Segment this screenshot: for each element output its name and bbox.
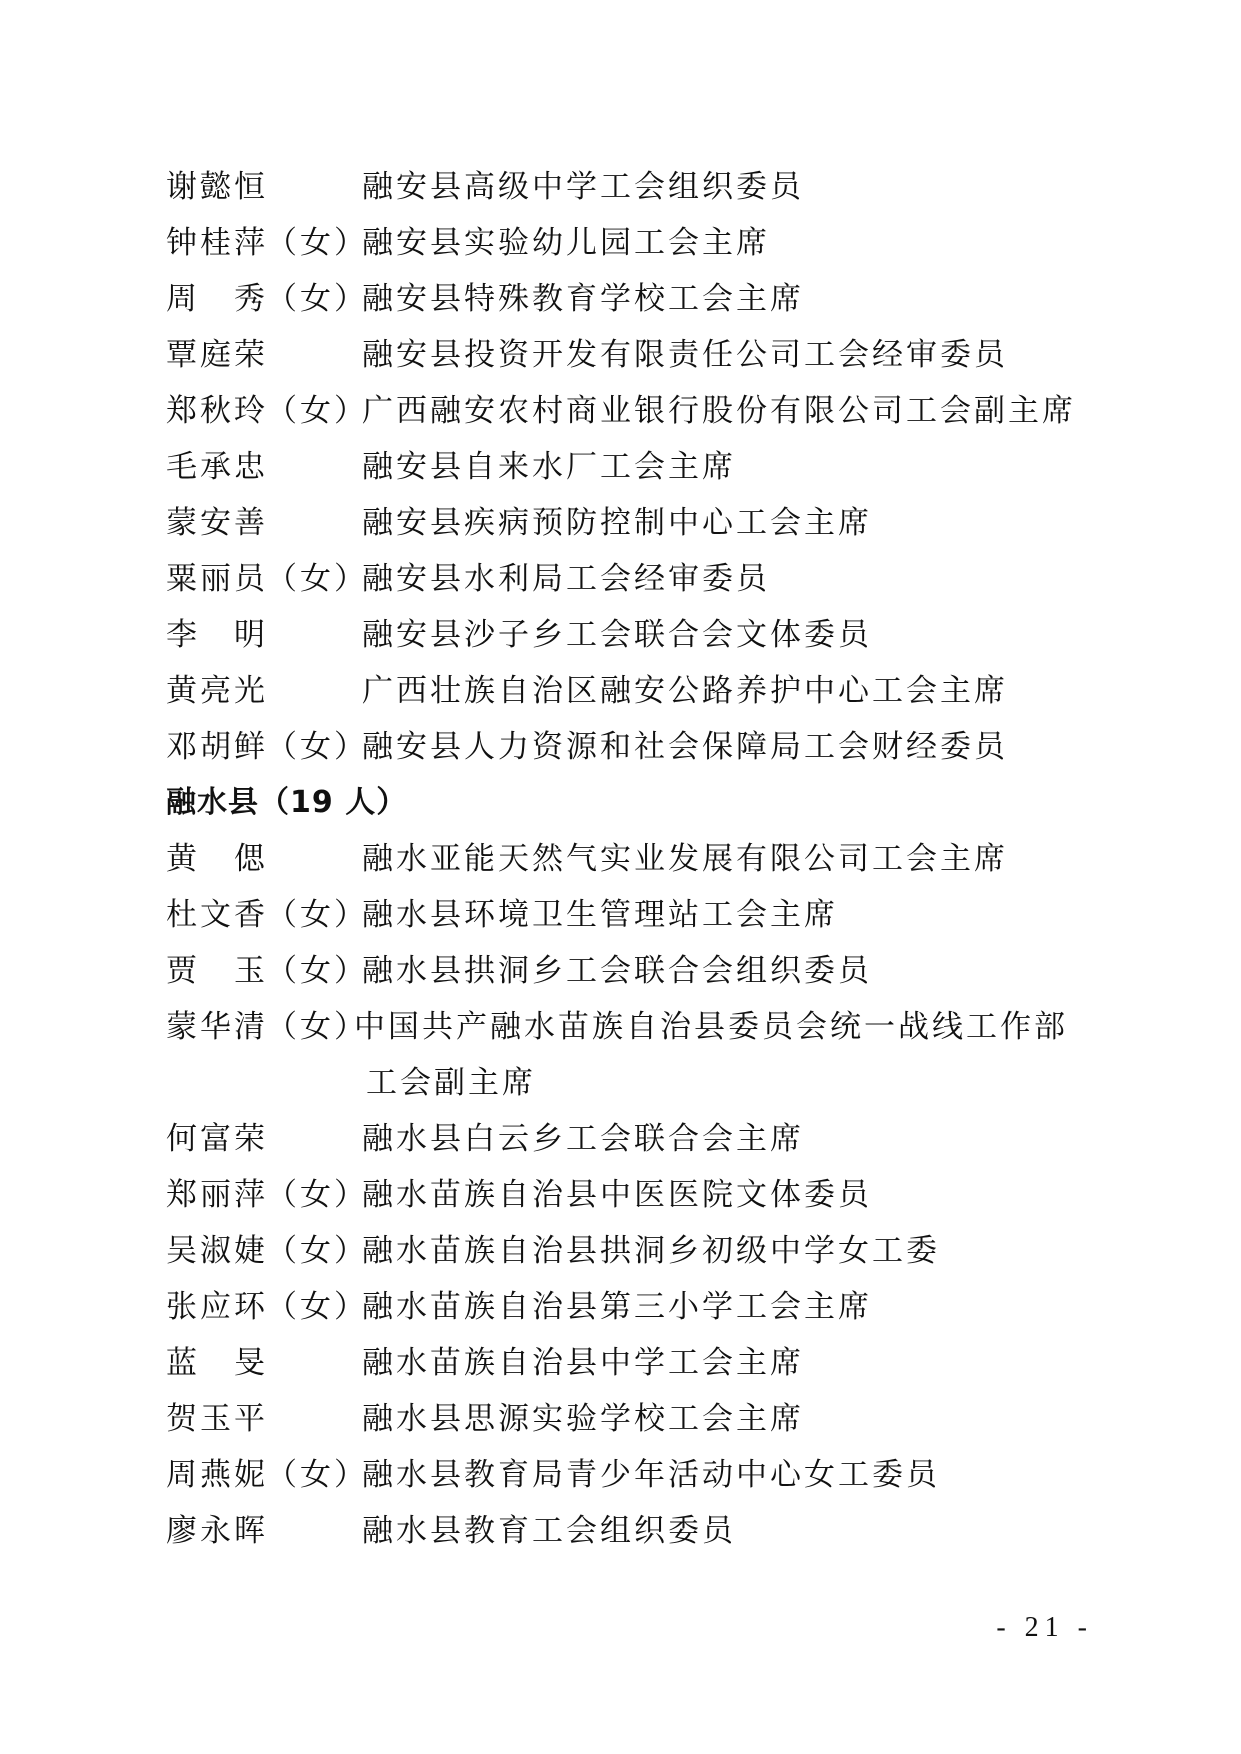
member-title: 融安县人力资源和社会保障局工会财经委员 [362,728,1008,765]
list-item [166,715,1096,771]
member-name: 杜文香 [166,896,268,933]
member-title: 融安县实验幼儿园工会主席 [362,224,770,261]
member-title: 融安县特殊教育学校工会主席 [362,280,804,317]
member-gender: （女） [266,560,368,597]
member-name: 李 明 [166,616,268,653]
member-name: 廖永晖 [166,1512,268,1549]
member-gender: （女） [266,728,368,765]
list-item [166,211,1096,267]
list-item [166,323,1096,379]
member-title: 中国共产融水苗族自治县委员会统一战线工作部 [354,1008,1068,1045]
list-item [166,155,1096,211]
member-title: 广西壮族自治区融安公路养护中心工会主席 [362,672,1008,709]
member-title: 融水县环境卫生管理站工会主席 [362,896,838,933]
member-title: 融水县拱洞乡工会联合会组织委员 [362,952,872,989]
member-name: 钟桂萍 [166,224,268,261]
member-gender: （女） [266,952,368,989]
member-name: 贾 玉 [166,952,268,989]
list-item [166,939,1096,995]
member-title: 融安县水利局工会经审委员 [362,560,770,597]
member-gender: （女） [266,224,368,261]
member-name: 吴淑婕 [166,1232,268,1269]
member-title: 融安县自来水厂工会主席 [362,448,736,485]
member-name: 张应环 [166,1288,268,1325]
member-title: 融水县思源实验学校工会主席 [362,1400,804,1437]
member-name: 邓胡鲜 [166,728,268,765]
list-item [166,1107,1096,1163]
member-name: 蒙安善 [166,504,268,541]
member-title: 融安县沙子乡工会联合会文体委员 [362,616,872,653]
member-title: 融水亚能天然气实业发展有限公司工会主席 [362,840,1008,877]
member-name: 覃庭荣 [166,336,268,373]
member-name: 蒙华清 [166,1008,268,1045]
member-title: 融水苗族自治县第三小学工会主席 [362,1288,872,1325]
member-title: 融水县教育工会组织委员 [362,1512,736,1549]
member-gender: （女） [266,1232,368,1269]
member-name: 粟丽员 [166,560,268,597]
member-name: 黄亮光 [166,672,268,709]
member-gender: （女） [266,392,368,429]
member-title: 融安县疾病预防控制中心工会主席 [362,504,872,541]
section-heading: 融水县（19 人） [166,785,408,820]
list-item [166,547,1096,603]
list-item [166,603,1096,659]
list-item [166,1163,1096,1219]
member-title: 融水苗族自治县中医医院文体委员 [362,1176,872,1213]
list-item [166,435,1096,491]
list-item [166,1387,1096,1443]
member-title: 融水县白云乡工会联合会主席 [362,1120,804,1157]
member-title: 融水苗族自治县拱洞乡初级中学女工委 [362,1232,940,1269]
list-item [166,379,1096,435]
list-item [166,1499,1096,1555]
list-item [166,267,1096,323]
member-name: 郑丽萍 [166,1176,268,1213]
member-title: 融水苗族自治县中学工会主席 [362,1344,804,1381]
member-title: 融安县投资开发有限责任公司工会经审委员 [362,336,1008,373]
list-item-continuation [166,1051,1096,1107]
member-title: 广西融安农村商业银行股份有限公司工会副主席 [362,392,1076,429]
list-item [166,827,1096,883]
member-name: 周 秀 [166,280,268,317]
member-name: 蓝 旻 [166,1344,268,1381]
list-item [166,883,1096,939]
list-item [166,659,1096,715]
member-gender: （女） [266,1008,368,1045]
list-item [166,995,1096,1051]
list-item [166,491,1096,547]
member-title-continuation: 工会副主席 [366,1064,536,1101]
member-name: 贺玉平 [166,1400,268,1437]
list-item [166,1219,1096,1275]
member-gender: （女） [266,1176,368,1213]
list-item [166,1331,1096,1387]
member-gender: （女） [266,1456,368,1493]
member-name: 何富荣 [166,1120,268,1157]
member-name: 谢懿恒 [166,168,268,205]
member-name: 周燕妮 [166,1456,268,1493]
member-title: 融安县高级中学工会组织委员 [362,168,804,205]
member-name: 黄 偲 [166,840,268,877]
member-title: 融水县教育局青少年活动中心女工委员 [362,1456,940,1493]
list-item [166,1275,1096,1331]
member-name: 毛承忠 [166,448,268,485]
member-list [166,155,1096,1555]
member-gender: （女） [266,1288,368,1325]
member-name: 郑秋玲 [166,392,268,429]
page-number: - 21 - [996,1612,1093,1643]
list-item [166,1443,1096,1499]
member-gender: （女） [266,896,368,933]
member-gender: （女） [266,280,368,317]
